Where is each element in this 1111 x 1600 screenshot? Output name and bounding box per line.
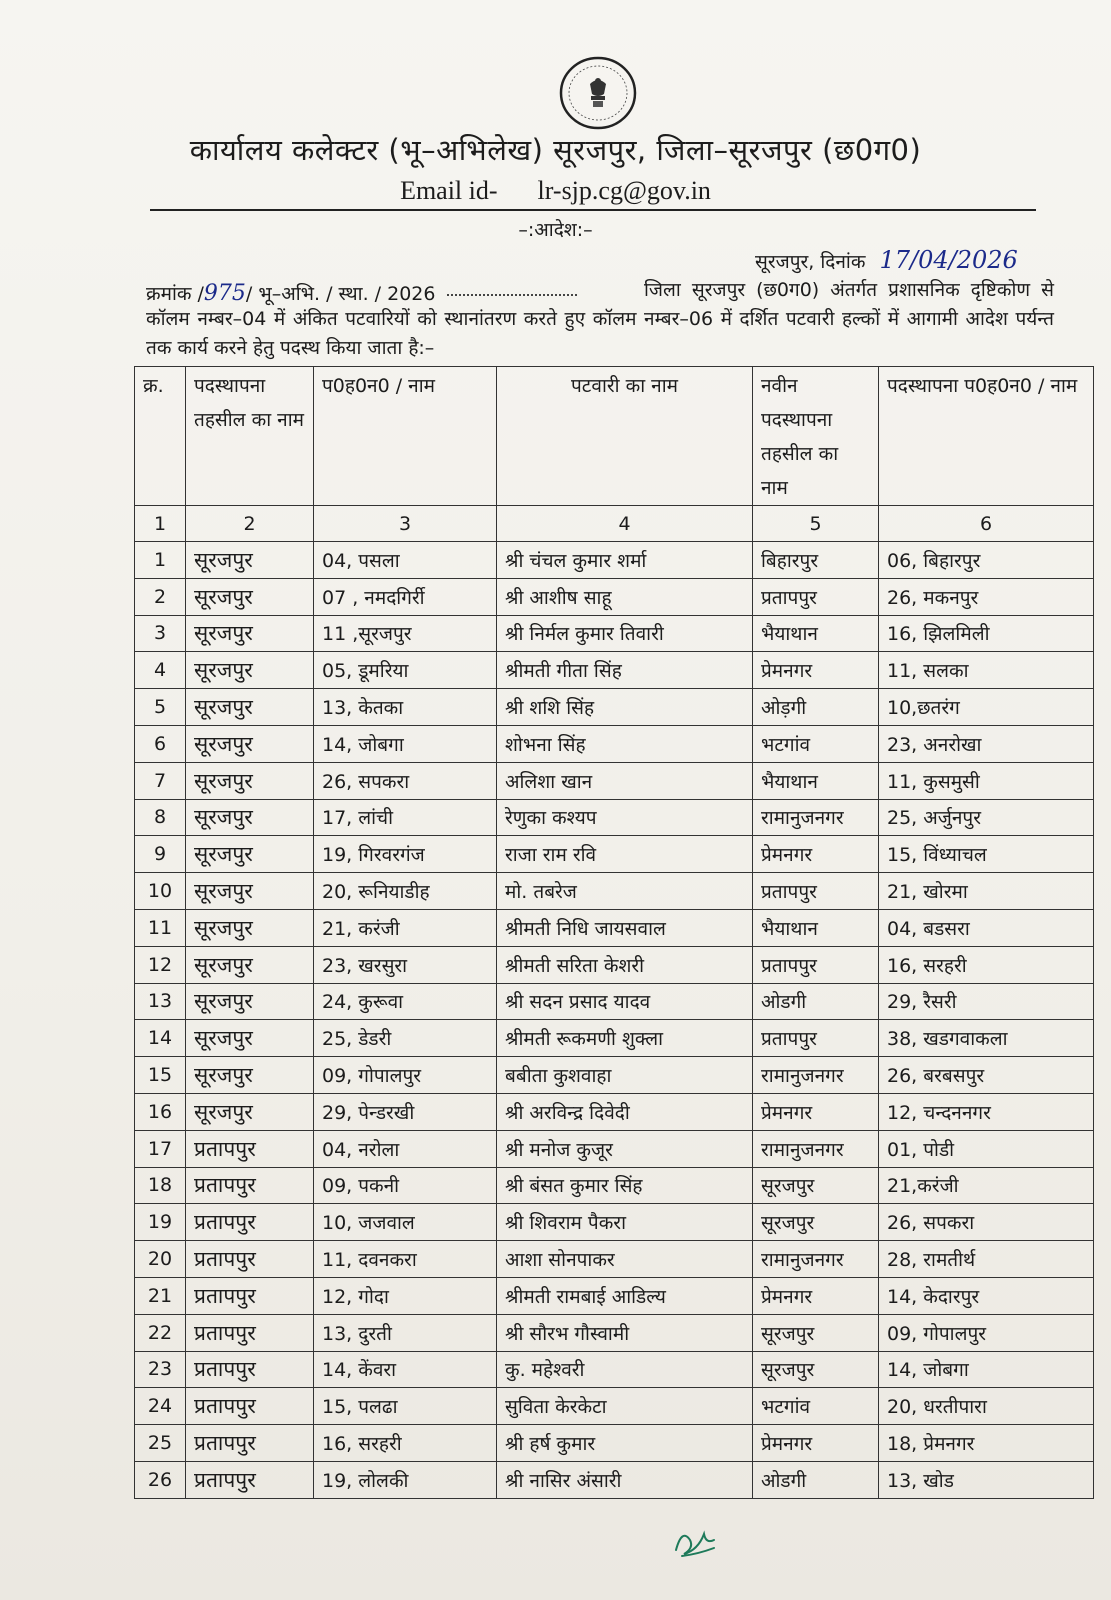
table-row [135,909,1094,946]
table-cell: 13, केतका [314,689,497,726]
table-cell: प्रतापपुर [186,1204,314,1241]
table-cell: 20, रूनियाडीह [314,873,497,910]
table-cell: सूरजपुर [186,689,314,726]
table-cell: श्रीमती रूकमणी शुक्ला [497,1020,753,1057]
table-cell: 21 [135,1277,186,1314]
table-cell: 19, गिरवरगंज [314,836,497,873]
table-cell: 28, रामतीर्थ [879,1241,1094,1278]
table-row [135,1020,1094,1057]
table-cell: श्री अरविन्द्र दिवेदी [497,1093,753,1130]
table-cell: 2 [135,578,186,615]
table-cell: प्रतापपुर [186,1277,314,1314]
table-cell: 1 [135,542,186,579]
table-cell: भैयाथान [753,909,879,946]
column-number: 5 [753,506,879,542]
table-cell: प्रतापपुर [186,1351,314,1388]
table-cell: प्रतापपुर [186,1461,314,1498]
table-cell: श्री हर्ष कुमार [497,1425,753,1462]
table-cell: प्रतापपुर [186,1425,314,1462]
table-cell: सूरजपुर [186,799,314,836]
table-cell: 10, जजवाल [314,1204,497,1241]
table-cell: 8 [135,799,186,836]
table-cell: 7 [135,762,186,799]
table-cell: 25, डेडरी [314,1020,497,1057]
table-cell: 04, नरोला [314,1130,497,1167]
table-cell: 20, धरतीपारा [879,1388,1094,1425]
table-cell: प्रेमनगर [753,1277,879,1314]
table-cell: प्रतापपुर [186,1388,314,1425]
government-emblem-seal [557,54,639,132]
table-cell: प्रतापपुर [753,873,879,910]
table-cell: 07 , नमदगिर्री [314,578,497,615]
table-cell: सूरजपुर [186,542,314,579]
table-cell: प्रतापपुर [753,578,879,615]
table-cell: 18 [135,1167,186,1204]
table-cell: 29, रैसरी [879,983,1094,1020]
table-cell: सूरजपुर [753,1314,879,1351]
table-cell: 13 [135,983,186,1020]
table-cell: 01, पोडी [879,1130,1094,1167]
table-row [135,983,1094,1020]
table-row [135,652,1094,689]
table-cell: 4 [135,652,186,689]
table-row [135,1351,1094,1388]
table-cell: 11, दवनकरा [314,1241,497,1278]
table-cell: श्री बंसत कुमार सिंह [497,1167,753,1204]
table-cell: श्री आशीष साहू [497,578,753,615]
table-cell: 3 [135,615,186,652]
table-row [135,1057,1094,1094]
reference-prefix: क्रमांक / [146,283,204,305]
handwritten-date: 17/04/2026 [879,246,1018,274]
header-cell: प0ह0न0 / नाम [314,367,497,506]
table-cell: श्रीमती निधि जायसवाल [497,909,753,946]
table-cell: 25, अर्जुनपुर [879,799,1094,836]
table-cell: 04, बडसरा [879,909,1094,946]
table-cell: 11, सलका [879,652,1094,689]
table-row [135,1277,1094,1314]
table-cell: मो. तबरेज [497,873,753,910]
column-number: 6 [879,506,1094,542]
table-cell: 9 [135,836,186,873]
table-cell: 23, अनरोखा [879,725,1094,762]
table-row [135,1314,1094,1351]
table-cell: प्रतापपुर [186,1241,314,1278]
table-cell: सूरजपुर [186,946,314,983]
table-cell: ओडगी [753,1461,879,1498]
table-cell: सूरजपुर [753,1167,879,1204]
table-row [135,542,1094,579]
email-label: Email id- [400,176,498,205]
table-row [135,762,1094,799]
table-cell: 24, कुरूवा [314,983,497,1020]
table-row [135,1167,1094,1204]
table-cell: प्रतापपुर [186,1167,314,1204]
table-cell: राजा राम रवि [497,836,753,873]
table-cell: 15, विंध्याचल [879,836,1094,873]
table-cell: भटगांव [753,725,879,762]
table-row [135,873,1094,910]
table-cell: 17 [135,1130,186,1167]
table-row [135,1241,1094,1278]
table-cell: 04, पसला [314,542,497,579]
table-row [135,615,1094,652]
table-cell: 10,छतरंग [879,689,1094,726]
signature-initials [672,1520,718,1560]
table-cell: 14, केंवरा [314,1351,497,1388]
table-cell: भटगांव [753,1388,879,1425]
table-row [135,1388,1094,1425]
table-cell: 25 [135,1425,186,1462]
table-cell: 26, सपकरा [314,762,497,799]
table-cell: 5 [135,689,186,726]
handwritten-ref-number: 975 [203,281,246,306]
table-cell: कु. महेश्वरी [497,1351,753,1388]
table-cell: 6 [135,725,186,762]
header-cell: पटवारी का नाम [497,367,753,506]
table-cell: श्री निर्मल कुमार तिवारी [497,615,753,652]
table-cell: श्री सौरभ गौस्वामी [497,1314,753,1351]
table-row [135,946,1094,983]
table-cell: श्रीमती सरिता केशरी [497,946,753,983]
table-cell: 11, कुसमुसी [879,762,1094,799]
table-cell: श्री सदन प्रसाद यादव [497,983,753,1020]
table-cell: 16, झिलमिली [879,615,1094,652]
table-cell: अलिशा खान [497,762,753,799]
table-cell: 16, सरहरी [314,1425,497,1462]
transfer-table [134,366,1094,1499]
table-cell: 15 [135,1057,186,1094]
table-cell: 12, चन्दननगर [879,1093,1094,1130]
table-cell: 21, खोरमा [879,873,1094,910]
table-cell: प्रेमनगर [753,836,879,873]
table-cell: सूरजपुर [186,652,314,689]
table-row [135,689,1094,726]
table-cell: भैयाथान [753,762,879,799]
table-cell: सुविता केरकेटा [497,1388,753,1425]
table-cell: 11 ,सूरजपुर [314,615,497,652]
table-cell: 21, करंजी [314,909,497,946]
table-cell: 21,करंजी [879,1167,1094,1204]
table-cell: आशा सोनपाकर [497,1241,753,1278]
table-row [135,799,1094,836]
table-cell: रामानुजनगर [753,1130,879,1167]
table-cell: श्री मनोज कुजूर [497,1130,753,1167]
table-cell: प्रेमनगर [753,652,879,689]
order-heading: –:आदेश:– [518,219,593,241]
table-cell: 09, गोपालपुर [879,1314,1094,1351]
table-cell: 16, सरहरी [879,946,1094,983]
table-cell: 13, दुरती [314,1314,497,1351]
table-cell: सूरजपुर [186,836,314,873]
table-row [135,1204,1094,1241]
table-cell: 18, प्रेमनगर [879,1425,1094,1462]
table-row [135,725,1094,762]
table-cell: बिहारपुर [753,542,879,579]
table-cell: सूरजपुर [186,1020,314,1057]
table-cell: 38, खडगवाकला [879,1020,1094,1057]
header-cell: क्र. [135,367,186,506]
table-cell: श्री शशि सिंह [497,689,753,726]
table-cell: 09, पकनी [314,1167,497,1204]
table-cell: 14, केदारपुर [879,1277,1094,1314]
table-cell: सूरजपुर [186,1057,314,1094]
table-cell: 22 [135,1314,186,1351]
table-cell: 26, बरबसपुर [879,1057,1094,1094]
table-cell: ओडगी [753,983,879,1020]
table-row [135,836,1094,873]
email-line [0,176,1111,206]
table-cell: सूरजपुर [186,909,314,946]
table-cell: रेणुका कश्यप [497,799,753,836]
table-row [135,1093,1094,1130]
table-cell: सूरजपुर [186,615,314,652]
table-cell: 20 [135,1241,186,1278]
table-row [135,1425,1094,1462]
header-cell: पदस्थापना तहसील का नाम [186,367,314,506]
table-cell: 24 [135,1388,186,1425]
table-cell: 14 [135,1020,186,1057]
table-cell: प्रतापपुर [753,1020,879,1057]
table-cell: श्री शिवराम पैकरा [497,1204,753,1241]
table-row [135,578,1094,615]
column-number-row [135,506,1094,542]
table-cell: प्रतापपुर [186,1314,314,1351]
table-cell: 23, खरसुरा [314,946,497,983]
column-number: 4 [497,506,753,542]
table-cell: 16 [135,1093,186,1130]
table-cell: रामानुजनगर [753,799,879,836]
table-cell: शोभना सिंह [497,725,753,762]
table-cell: 10 [135,873,186,910]
table-cell: बबीता कुशवाहा [497,1057,753,1094]
table-cell: 26 [135,1461,186,1498]
reference-suffix: / भू–अभि. / स्था. / 2026 [245,283,436,305]
table-cell: 06, बिहारपुर [879,542,1094,579]
table-header-row [135,367,1094,506]
table-cell: सूरजपुर [753,1351,879,1388]
table-cell: 19, लोलकी [314,1461,497,1498]
table-cell: ओड़गी [753,689,879,726]
table-cell: रामानुजनगर [753,1057,879,1094]
table-cell: प्रतापपुर [186,1130,314,1167]
table-cell: 23 [135,1351,186,1388]
table-cell: रामानुजनगर [753,1241,879,1278]
column-number: 3 [314,506,497,542]
table-cell: भैयाथान [753,615,879,652]
table-cell: सूरजपुर [186,1093,314,1130]
table-cell: 12, गोदा [314,1277,497,1314]
table-cell: 12 [135,946,186,983]
table-cell: 14, जोबगा [314,725,497,762]
table-cell: 13, खोड [879,1461,1094,1498]
table-cell: श्रीमती रामबाई आडिल्य [497,1277,753,1314]
table-cell: 26, सपकरा [879,1204,1094,1241]
table-cell: प्रतापपुर [753,946,879,983]
place-label: सूरजपुर, दिनांक [755,251,866,273]
office-title: कार्यालय कलेक्टर (भू–अभिलेख) सूरजपुर, जिला–सूरजपुर (छ0ग0) [189,133,922,167]
table-cell: 09, गोपालपुर [314,1057,497,1094]
table-cell: सूरजपुर [186,725,314,762]
table-row [135,1461,1094,1498]
table-cell: 17, लांची [314,799,497,836]
email-address: lr-sjp.cg@gov.in [537,176,711,205]
order-paragraph: जिला सूरजपुर (छ0ग0) अंतर्गत प्रशासनिक दृष्टिकोण से कॉलम नम्बर–04 में अंकित पटवारियों को स्थानांतरण करते हुए कॉलम नम्बर–06 में दर्शित पटवारी हल्कों में आगामी आदेश पर्यन्त तक कार्य करने हेतु पदस्थ किया जाता है:– [146,279,1054,359]
table-cell: 19 [135,1204,186,1241]
column-number: 1 [135,506,186,542]
table-cell: 11 [135,909,186,946]
table-cell: 26, मकनपुर [879,578,1094,615]
table-cell: सूरजपुर [186,578,314,615]
table-cell: सूरजपुर [186,762,314,799]
table-cell: प्रेमनगर [753,1093,879,1130]
table-cell: 05, डूमरिया [314,652,497,689]
table-cell: प्रेमनगर [753,1425,879,1462]
header-cell: नवीन पदस्थापना तहसील का नाम [753,367,879,506]
table-row [135,1130,1094,1167]
column-number: 2 [186,506,314,542]
place-date [755,246,1018,274]
table-cell: श्री चंचल कुमार शर्मा [497,542,753,579]
table-cell: सूरजपुर [186,873,314,910]
table-cell: 15, पलढा [314,1388,497,1425]
table-cell: 14, जोबगा [879,1351,1094,1388]
table-cell: 29, पेन्डरखी [314,1093,497,1130]
header-divider [150,209,1036,211]
table-cell: सूरजपुर [753,1204,879,1241]
table-cell: श्रीमती गीता सिंह [497,652,753,689]
table-cell: श्री नासिर अंसारी [497,1461,753,1498]
table-cell: सूरजपुर [186,983,314,1020]
header-cell: पदस्थापना प0ह0न0 / नाम [879,367,1094,506]
